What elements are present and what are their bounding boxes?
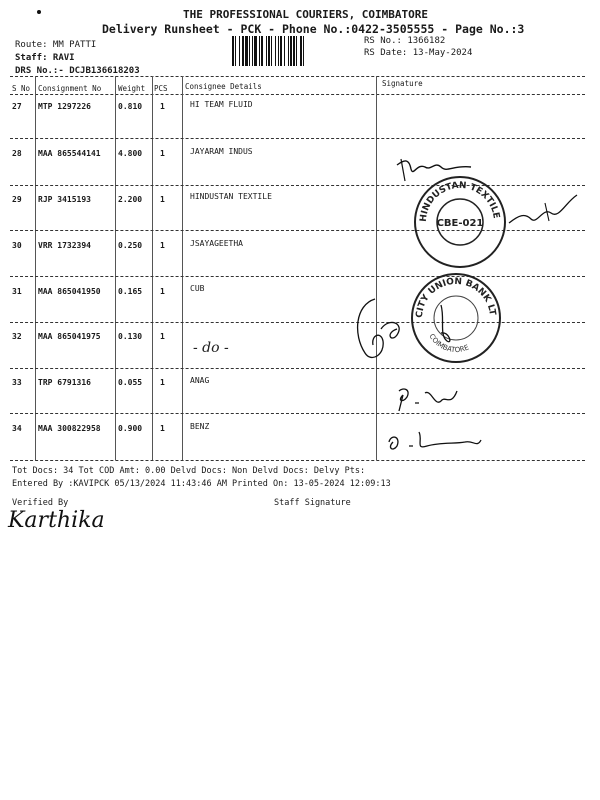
barcode-bar: [232, 36, 234, 66]
barcode-bar: [239, 36, 240, 66]
scan-mark: [37, 10, 41, 14]
row-weight: 0.250: [118, 241, 143, 250]
barcode-bar: [242, 36, 244, 66]
barcode-bar: [278, 36, 279, 66]
barcode-bar: [284, 36, 285, 66]
barcode-bar: [300, 36, 302, 66]
row-consignment-no: MTP 1297226: [38, 102, 91, 111]
verified-by-label: Verified By: [12, 498, 69, 508]
row-weight: 2.200: [118, 195, 143, 204]
row-pcs: 1: [160, 102, 165, 111]
row-consignment-no: RJP 3415193: [38, 195, 91, 204]
verified-signature: Karthika: [8, 508, 105, 533]
hindustan-stamp-ring-text: HINDUSTAN TEXTILE SERVICES: [408, 167, 502, 223]
row-sno: 29: [12, 195, 22, 204]
totals-line: Tot Docs: 34 Tot COD Amt: 0.00 Delvd Docs: Non Delvd Docs: Delvy Pts:: [12, 466, 366, 476]
row-sno: 31: [12, 287, 22, 296]
barcode-bar: [303, 36, 304, 66]
row-weight: 0.900: [118, 424, 143, 433]
row-consignee: HINDUSTAN TEXTILE: [190, 192, 272, 201]
col-header-sno: S No: [12, 84, 31, 93]
row-consignee: ANAG: [190, 376, 210, 385]
col-header-pcs: PCS: [154, 84, 168, 93]
barcode-bar: [275, 36, 276, 66]
signature-row33: [395, 385, 465, 415]
table-header-rule: [10, 94, 585, 95]
col-header-consignee: Consignee Details: [185, 82, 262, 91]
row-pcs: 1: [160, 378, 165, 387]
barcode-bar: [293, 36, 295, 66]
row-sno: 28: [12, 149, 22, 158]
row-pcs: 1: [160, 424, 165, 433]
row-sno: 34: [12, 424, 22, 433]
barcode-bar: [252, 36, 253, 66]
row-consignment-no: TRP 6791316: [38, 378, 91, 387]
row-consignment-no: MAA 865041950: [38, 287, 101, 296]
row-sno: 27: [12, 102, 22, 111]
row-pcs: 1: [160, 287, 165, 296]
row-pcs: 1: [160, 241, 165, 250]
handwritten-ditto-mark: - do -: [193, 340, 229, 356]
row-weight: 0.165: [118, 287, 143, 296]
row-weight: 4.800: [118, 149, 143, 158]
row-consignee: CUB: [190, 284, 205, 293]
row-consignment-no: MAA 865041975: [38, 332, 101, 341]
row-consignee: BENZ: [190, 422, 210, 431]
hindustan-stamp-code: CBE-021: [436, 218, 484, 229]
row-consignee: JAYARAM INDUS: [190, 147, 253, 156]
barcode-bar: [235, 36, 236, 66]
barcode-bar: [288, 36, 289, 66]
row-sno: 30: [12, 241, 22, 250]
runsheet-title: Delivery Runsheet - PCK - Phone No.:0422-3505555 - Page No.:3: [102, 22, 525, 36]
row-pcs: 1: [160, 332, 165, 341]
row-sno: 33: [12, 378, 22, 387]
entered-by-line: Entered By :KAVIPCK 05/13/2024 11:43:46 AM Printed On: 13-05-2024 12:09:13: [12, 479, 391, 489]
col-divider: [115, 76, 116, 460]
row-rule: [10, 368, 585, 369]
col-divider: [182, 76, 183, 460]
drs-number: DCJB136618203: [69, 66, 140, 76]
barcode-bar: [245, 36, 248, 66]
barcode-bar: [268, 36, 270, 66]
cub-stamp-ring-text: CITY UNION BANK LTD: [406, 265, 497, 319]
row-consignee: JSAYAGEETHA: [190, 239, 243, 248]
barcode-graphic: [232, 36, 350, 66]
row-sno: 32: [12, 332, 22, 341]
table-top-rule: [10, 76, 585, 77]
row-consignment-no: VRR 1732394: [38, 241, 91, 250]
row-consignment-no: MAA 300822958: [38, 424, 101, 433]
route-label: Route: MM PATTI: [15, 40, 97, 50]
col-header-consignment: Consignment No: [38, 84, 102, 93]
row-weight: 0.810: [118, 102, 143, 111]
staff-signature-label: Staff Signature: [274, 498, 351, 508]
row-pcs: 1: [160, 195, 165, 204]
row-consignee: HI TEAM FLUID: [190, 100, 253, 109]
signature-row31: [345, 295, 455, 365]
row-pcs: 1: [160, 149, 165, 158]
barcode-bar: [254, 36, 257, 66]
company-name: THE PROFESSIONAL COURIERS, COIMBATORE: [183, 8, 429, 21]
col-divider: [152, 76, 153, 460]
row-weight: 0.055: [118, 378, 143, 387]
col-header-weight: Weight: [118, 84, 146, 93]
row-rule: [10, 460, 585, 461]
barcode-bar: [280, 36, 282, 66]
signature-row29: [505, 185, 585, 230]
barcode-bar: [290, 36, 292, 66]
col-divider: [35, 76, 36, 460]
drs-label: DRS No.:- DCJB136618203: [15, 66, 140, 76]
row-weight: 0.130: [118, 332, 143, 341]
rs-number: RS No.: 1366182: [364, 36, 446, 46]
row-rule: [10, 413, 585, 414]
col-divider: [376, 76, 377, 460]
barcode-bar: [271, 36, 272, 66]
rs-date: RS Date: 13-May-2024: [364, 48, 473, 58]
cub-stamp-city: COIMBATORE: [427, 332, 471, 355]
barcode-bar: [261, 36, 263, 66]
barcode-bar: [296, 36, 297, 66]
hindustan-stamp: [408, 167, 508, 270]
barcode-bar: [266, 36, 267, 66]
signature-row34: [385, 428, 485, 454]
signature-row28: [395, 155, 475, 185]
staff-label: Staff: RAVI: [15, 53, 75, 63]
barcode-bar: [259, 36, 260, 66]
col-header-signature: Signature: [382, 79, 423, 88]
row-consignment-no: MAA 865544141: [38, 149, 101, 158]
row-rule: [10, 138, 585, 139]
barcode-bar: [249, 36, 250, 66]
